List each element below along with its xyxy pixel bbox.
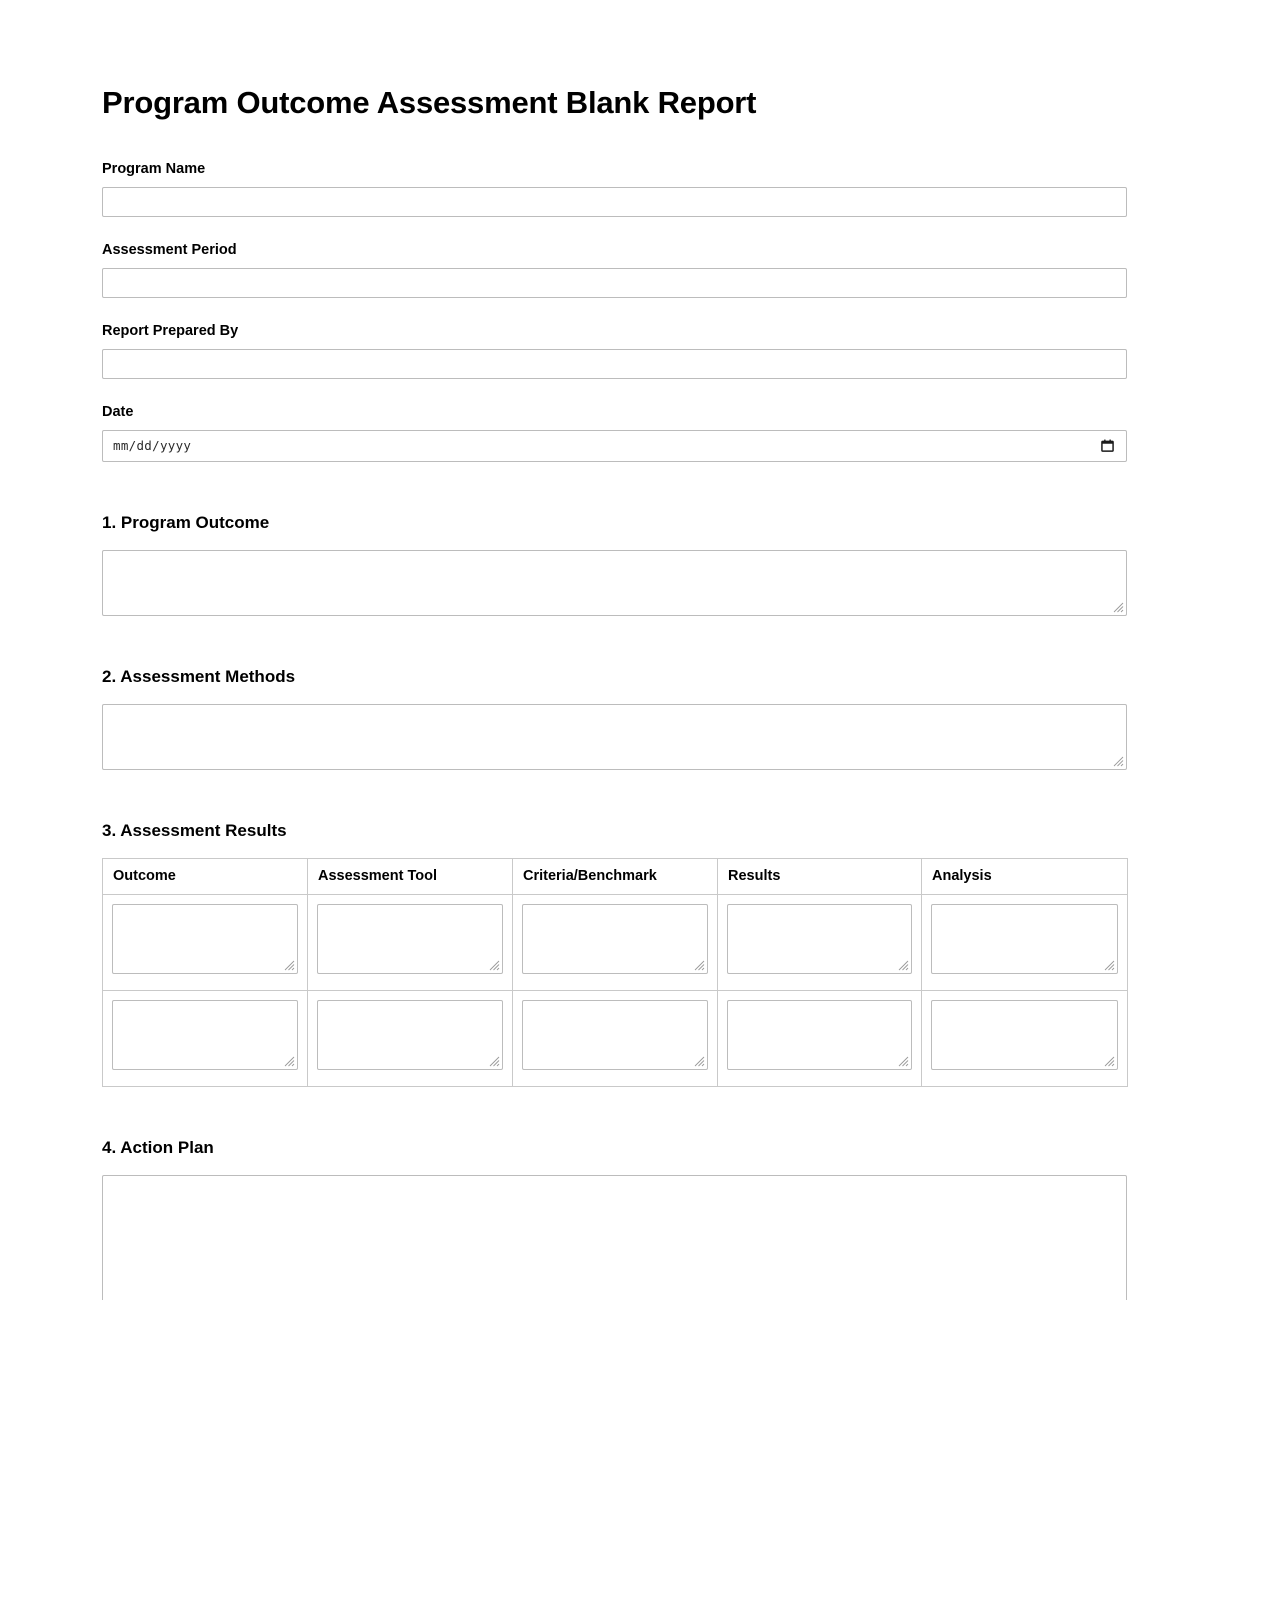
resize-grip-icon: [898, 1056, 909, 1067]
resize-grip-icon: [1104, 1056, 1115, 1067]
row2-analysis-textarea[interactable]: [931, 1000, 1118, 1070]
table-cell-outcome: [103, 990, 308, 1086]
calendar-icon[interactable]: [1101, 439, 1118, 452]
section-heading-assessment-results: 3. Assessment Results: [102, 820, 287, 840]
field-program-name: [102, 160, 1127, 217]
field-label-date: Date: [102, 403, 134, 420]
table-header-assessment-tool: Assessment Tool: [308, 858, 513, 894]
resize-grip-icon: [898, 960, 909, 971]
table-header-row: [103, 858, 1128, 894]
row1-analysis-textarea[interactable]: [931, 904, 1118, 974]
table-cell-results: [718, 990, 922, 1086]
field-report-prepared-by: [102, 322, 1127, 379]
table-header-results: Results: [718, 858, 922, 894]
section-heading-action-plan: 4. Action Plan: [102, 1137, 214, 1157]
table-cell-analysis: [922, 990, 1128, 1086]
row1-results-textarea[interactable]: [727, 904, 912, 974]
table-cell-assessment-tool: [308, 894, 513, 990]
row2-outcome-textarea[interactable]: [112, 1000, 298, 1070]
field-label-assessment-period: Assessment Period: [102, 242, 237, 259]
table-header-criteria-benchmark: Criteria/Benchmark: [513, 858, 718, 894]
resize-grip-icon: [284, 960, 295, 971]
assessment-period-input[interactable]: [102, 268, 1127, 298]
table-cell-results: [718, 894, 922, 990]
date-input[interactable]: [102, 430, 1127, 462]
date-placeholder-text: mm/dd/yyyy: [113, 438, 192, 454]
table-head: [103, 858, 1128, 894]
table-cell-outcome: [103, 894, 308, 990]
table-cell-criteria-benchmark: [513, 990, 718, 1086]
assessment-results-table: [102, 858, 1128, 1087]
resize-grip-icon: [694, 1056, 705, 1067]
section-assessment-results: [102, 820, 1127, 1087]
program-name-input[interactable]: [102, 187, 1127, 217]
section-program-outcome: [102, 512, 1127, 616]
assessment-methods-textarea[interactable]: [102, 704, 1127, 770]
resize-grip-icon: [489, 960, 500, 971]
row1-criteria-benchmark-textarea[interactable]: [522, 904, 708, 974]
program-outcome-textarea[interactable]: [102, 550, 1127, 616]
table-header-outcome: Outcome: [103, 858, 308, 894]
row2-assessment-tool-textarea[interactable]: [317, 1000, 503, 1070]
field-date: [102, 403, 1127, 462]
table-cell-assessment-tool: [308, 990, 513, 1086]
row2-results-textarea[interactable]: [727, 1000, 912, 1070]
table-cell-analysis: [922, 894, 1128, 990]
section-action-plan: [102, 1137, 1127, 1300]
page-title: Program Outcome Assessment Blank Report: [102, 85, 757, 120]
row2-criteria-benchmark-textarea[interactable]: [522, 1000, 708, 1070]
table-cell-criteria-benchmark: [513, 894, 718, 990]
table-header-analysis: Analysis: [922, 858, 1128, 894]
resize-grip-icon: [1113, 756, 1124, 767]
resize-grip-icon: [1113, 602, 1124, 613]
table-body: [103, 894, 1128, 1086]
row1-assessment-tool-textarea[interactable]: [317, 904, 503, 974]
document-body: [102, 0, 1127, 1300]
field-label-program-name: Program Name: [102, 161, 206, 178]
resize-grip-icon: [694, 960, 705, 971]
section-heading-assessment-methods: 2. Assessment Methods: [102, 666, 296, 686]
resize-grip-icon: [284, 1056, 295, 1067]
row1-outcome-textarea[interactable]: [112, 904, 298, 974]
table-row: [103, 894, 1128, 990]
section-assessment-methods: [102, 666, 1127, 770]
section-heading-program-outcome: 1. Program Outcome: [102, 512, 270, 532]
report-prepared-by-input[interactable]: [102, 349, 1127, 379]
field-assessment-period: [102, 241, 1127, 298]
resize-grip-icon: [489, 1056, 500, 1067]
table-row: [103, 990, 1128, 1086]
field-label-report-prepared-by: Report Prepared By: [102, 322, 239, 339]
resize-grip-icon: [1104, 960, 1115, 971]
action-plan-textarea[interactable]: [102, 1175, 1127, 1300]
